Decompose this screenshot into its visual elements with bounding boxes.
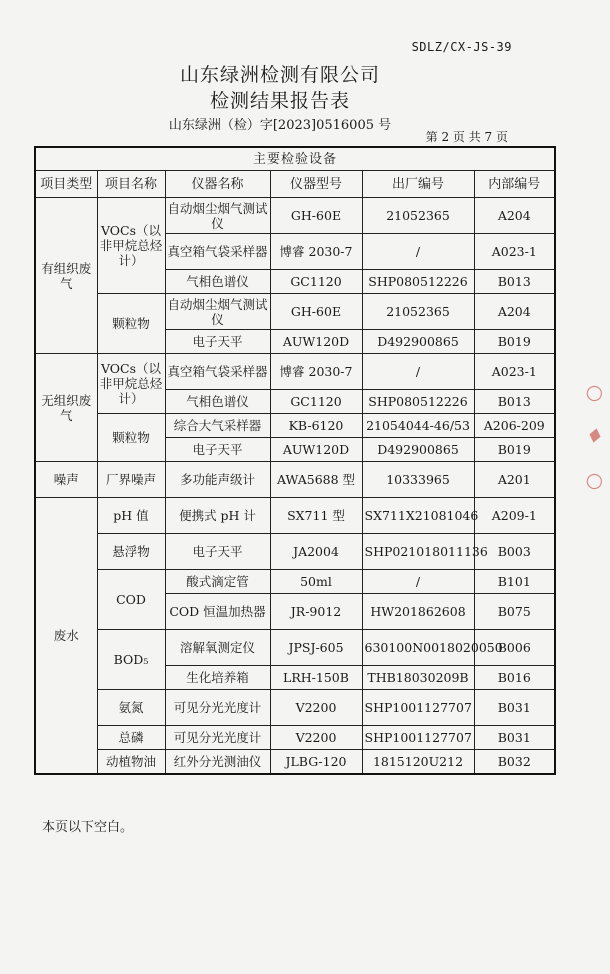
instrument-name: 电子天平 bbox=[165, 534, 270, 570]
internal-number: A204 bbox=[474, 294, 555, 330]
instrument-name: 真空箱气袋采样器 bbox=[165, 354, 270, 390]
instrument-name: 自动烟尘烟气测试仪 bbox=[165, 198, 270, 234]
serial-number: 21052365 bbox=[362, 198, 474, 234]
header-instrument-model: 仪器型号 bbox=[270, 171, 362, 198]
instrument-model: JR-9012 bbox=[270, 594, 362, 630]
internal-number: A209-1 bbox=[474, 498, 555, 534]
table-section-title: 主要检验设备 bbox=[35, 147, 555, 171]
instrument-model: JA2004 bbox=[270, 534, 362, 570]
table-row bbox=[35, 294, 555, 330]
equipment-table-container bbox=[34, 146, 554, 775]
instrument-name: 可见分光光度计 bbox=[165, 690, 270, 726]
internal-number: B031 bbox=[474, 726, 555, 750]
instrument-name: 气相色谱仪 bbox=[165, 270, 270, 294]
instrument-name: 溶解氧测定仪 bbox=[165, 630, 270, 666]
instrument-model: 博睿 2030-7 bbox=[270, 354, 362, 390]
serial-number: 1815120U212 bbox=[362, 750, 474, 774]
internal-number: A201 bbox=[474, 462, 555, 498]
serial-number: / bbox=[362, 354, 474, 390]
instrument-name: 电子天平 bbox=[165, 438, 270, 462]
item-particulate: 颗粒物 bbox=[97, 414, 165, 462]
equipment-table bbox=[34, 146, 556, 775]
header-internal-number: 内部编号 bbox=[474, 171, 555, 198]
internal-number: A023-1 bbox=[474, 354, 555, 390]
instrument-model: SX711 型 bbox=[270, 498, 362, 534]
instrument-model: AUW120D bbox=[270, 330, 362, 354]
table-row bbox=[35, 198, 555, 234]
group-unorganized-exhaust: 无组织废气 bbox=[35, 354, 97, 462]
instrument-model: GC1120 bbox=[270, 270, 362, 294]
group-noise: 噪声 bbox=[35, 462, 97, 498]
header-instrument-name: 仪器名称 bbox=[165, 171, 270, 198]
serial-number: SHP021018011136 bbox=[362, 534, 474, 570]
instrument-name: 气相色谱仪 bbox=[165, 390, 270, 414]
item-ammonia-nitrogen: 氨氮 bbox=[97, 690, 165, 726]
instrument-name: 多功能声级计 bbox=[165, 462, 270, 498]
instrument-model: 博睿 2030-7 bbox=[270, 234, 362, 270]
table-header-row bbox=[35, 171, 555, 198]
instrument-name: 电子天平 bbox=[165, 330, 270, 354]
blank-below-note: 本页以下空白。 bbox=[42, 820, 134, 835]
table-row bbox=[35, 726, 555, 750]
internal-number: A206-209 bbox=[474, 414, 555, 438]
item-particulate: 颗粒物 bbox=[97, 294, 165, 354]
table-row bbox=[35, 750, 555, 774]
serial-number: SHP1001127707 bbox=[362, 726, 474, 750]
item-cod: COD bbox=[97, 570, 165, 630]
instrument-model: AUW120D bbox=[270, 438, 362, 462]
serial-number: SX711X21081046 bbox=[362, 498, 474, 534]
document-code: SDLZ/CX-JS-39 bbox=[411, 40, 512, 54]
item-vocs: VOCs（以非甲烷总烃计） bbox=[97, 198, 165, 294]
serial-number: D492900865 bbox=[362, 438, 474, 462]
internal-number: B016 bbox=[474, 666, 555, 690]
table-row bbox=[35, 354, 555, 390]
internal-number: B003 bbox=[474, 534, 555, 570]
instrument-name: 自动烟尘烟气测试仪 bbox=[165, 294, 270, 330]
instrument-model: 50ml bbox=[270, 570, 362, 594]
serial-number: 21054044-46/53 bbox=[362, 414, 474, 438]
internal-number: A023-1 bbox=[474, 234, 555, 270]
instrument-name: 综合大气采样器 bbox=[165, 414, 270, 438]
table-row bbox=[35, 690, 555, 726]
instrument-name: 生化培养箱 bbox=[165, 666, 270, 690]
serial-number: HW201862608 bbox=[362, 594, 474, 630]
report-number: 山东绿洲（检）字[2023]0516005 号 bbox=[168, 118, 392, 133]
instrument-name: 可见分光光度计 bbox=[165, 726, 270, 750]
group-organized-exhaust: 有组织废气 bbox=[35, 198, 97, 354]
instrument-name: COD 恒温加热器 bbox=[165, 594, 270, 630]
internal-number: B031 bbox=[474, 690, 555, 726]
item-suspended-solids: 悬浮物 bbox=[97, 534, 165, 570]
internal-number: B019 bbox=[474, 438, 555, 462]
item-bod5: BOD₅ bbox=[97, 630, 165, 690]
internal-number: B101 bbox=[474, 570, 555, 594]
internal-number: B032 bbox=[474, 750, 555, 774]
instrument-model: V2200 bbox=[270, 690, 362, 726]
item-boundary-noise: 厂界噪声 bbox=[97, 462, 165, 498]
report-title: 检测结果报告表 bbox=[209, 90, 350, 112]
table-row bbox=[35, 630, 555, 666]
internal-number: B013 bbox=[474, 390, 555, 414]
internal-number: A204 bbox=[474, 198, 555, 234]
table-row bbox=[35, 534, 555, 570]
serial-number: SHP080512226 bbox=[362, 270, 474, 294]
internal-number: B075 bbox=[474, 594, 555, 630]
serial-number: 10333965 bbox=[362, 462, 474, 498]
header-serial-number: 出厂编号 bbox=[362, 171, 474, 198]
instrument-name: 酸式滴定管 bbox=[165, 570, 270, 594]
internal-number: B013 bbox=[474, 270, 555, 294]
instrument-model: KB-6120 bbox=[270, 414, 362, 438]
serial-number: / bbox=[362, 570, 474, 594]
item-vocs: VOCs（以非甲烷总烃计） bbox=[97, 354, 165, 414]
internal-number: B019 bbox=[474, 330, 555, 354]
header-project-type: 项目类型 bbox=[35, 171, 97, 198]
serial-number: D492900865 bbox=[362, 330, 474, 354]
instrument-model: GH-60E bbox=[270, 294, 362, 330]
instrument-model: GC1120 bbox=[270, 390, 362, 414]
internal-number: B006 bbox=[474, 630, 555, 666]
group-wastewater: 废水 bbox=[35, 498, 97, 774]
serial-number: / bbox=[362, 234, 474, 270]
serial-number: SHP1001127707 bbox=[362, 690, 474, 726]
instrument-model: JLBG-120 bbox=[270, 750, 362, 774]
instrument-model: GH-60E bbox=[270, 198, 362, 234]
instrument-model: LRH-150B bbox=[270, 666, 362, 690]
item-ph: pH 值 bbox=[97, 498, 165, 534]
instrument-model: JPSJ-605 bbox=[270, 630, 362, 666]
serial-number: 21052365 bbox=[362, 294, 474, 330]
company-name: 山东绿洲检测有限公司 bbox=[179, 64, 380, 86]
table-row bbox=[35, 570, 555, 594]
item-animal-vegetable-oil: 动植物油 bbox=[97, 750, 165, 774]
table-row bbox=[35, 462, 555, 498]
table-title-row bbox=[35, 147, 555, 171]
red-seal-stamp-fragment: ○ ♦ ○ bbox=[583, 378, 607, 494]
page-indicator: 第 2 页 共 7 页 bbox=[425, 130, 508, 144]
instrument-model: AWA5688 型 bbox=[270, 462, 362, 498]
header-project-name: 项目名称 bbox=[97, 171, 165, 198]
instrument-name: 真空箱气袋采样器 bbox=[165, 234, 270, 270]
table-row bbox=[35, 498, 555, 534]
instrument-name: 便携式 pH 计 bbox=[165, 498, 270, 534]
item-total-phosphorus: 总磷 bbox=[97, 726, 165, 750]
serial-number: THB18030209B bbox=[362, 666, 474, 690]
table-row bbox=[35, 414, 555, 438]
serial-number: SHP080512226 bbox=[362, 390, 474, 414]
instrument-model: V2200 bbox=[270, 726, 362, 750]
instrument-name: 红外分光测油仪 bbox=[165, 750, 270, 774]
serial-number: 630100N0018020050 bbox=[362, 630, 474, 666]
